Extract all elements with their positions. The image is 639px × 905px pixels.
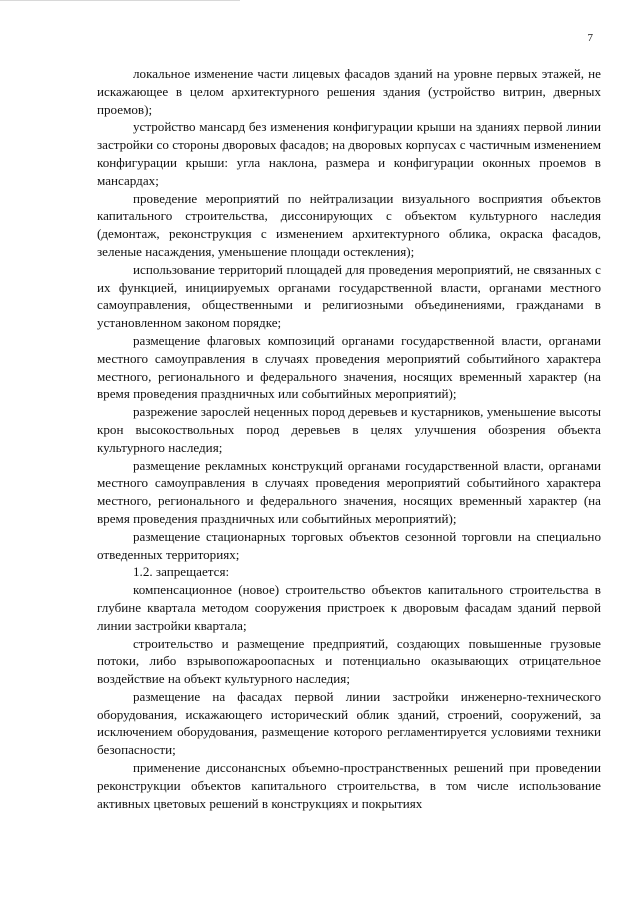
section-heading: 1.2. запрещается:	[133, 564, 230, 580]
paragraph: размещение флаговых композиций органами государственной власти, органами местного самоуправления в случаях проведения мероприятий событийного характера местного, регионального и федерального значения, носящих временный характер (на время проведения праздничных или событийных мероприятий);	[97, 332, 601, 402]
paragraph: локальное изменение части лицевых фасадов зданий на уровне первых этажей, не искажающее в целом архитектурного решения здания (устройство витрин, дверных проемов);	[97, 66, 601, 117]
document-body	[97, 65, 601, 812]
paragraph: размещение стационарных торговых объектов сезонной торговли на специально отведенных территориях;	[97, 528, 601, 562]
paragraph: строительство и размещение предприятий, создающих повышенные грузовые потоки, либо взрывопожароопасных и потенциально оказывающих отрицательное воздействие на объект культурного наследия;	[97, 635, 601, 687]
paragraph: применение диссонансных объемно-пространственных решений при проведении реконструкции объектов капитального строительства, в том числе использование активных цветовых решений в конструкциях и покрытиях	[97, 760, 601, 811]
paragraph: использование территорий площадей для проведения мероприятий, не связанных с их функцией, инициируемых органами государственной власти, органами местного самоуправления, общественными и религиозными объединениями, гражданами в установленном законом порядке;	[97, 261, 601, 331]
paragraph: размещение на фасадах первой линии застройки инженерно-технического оборудования, искажающего исторический облик зданий, строений, сооружений, за исключением оборудования, размещение которого регламентируется условиями техники безопасности;	[97, 688, 601, 758]
page-number: 7	[587, 32, 593, 44]
paragraph: разрежение зарослей неценных пород деревьев и кустарников, уменьшение высоты крон высокоствольных пород деревьев в целях улучшения обозрения объекта культурного наследия;	[97, 404, 601, 455]
paragraph: проведение мероприятий по нейтрализации визуального восприятия объектов капитального строительства, диссонирующих с объектом культурного наследия (демонтаж, реконструкция с изменением архитектурного облика, окраска фасадов, зеленые насаждения, уменьшение площади остекления);	[97, 190, 601, 259]
paragraph: компенсационное (новое) строительство объектов капитального строительства в глубине квартала методом сооружения пристроек к дворовым фасадам зданий первой линии застройки квартала;	[97, 582, 601, 633]
paragraph: размещение рекламных конструкций органами государственной власти, органами местного самоуправления в случаях проведения мероприятий событийного характера местного, регионального и федерального значения, носящих временный характер (на время проведения праздничных или событийных мероприятий);	[97, 457, 601, 526]
scan-edge-line	[0, 0, 240, 1]
paragraph: устройство мансард без изменения конфигурации крыши на зданиях первой линии застройки со стороны дворовых фасадов; на дворовых корпусах с частичным изменением конфигурации крыши: угла наклона, размера и конфигурации оконных проемов в мансардах;	[97, 119, 601, 188]
